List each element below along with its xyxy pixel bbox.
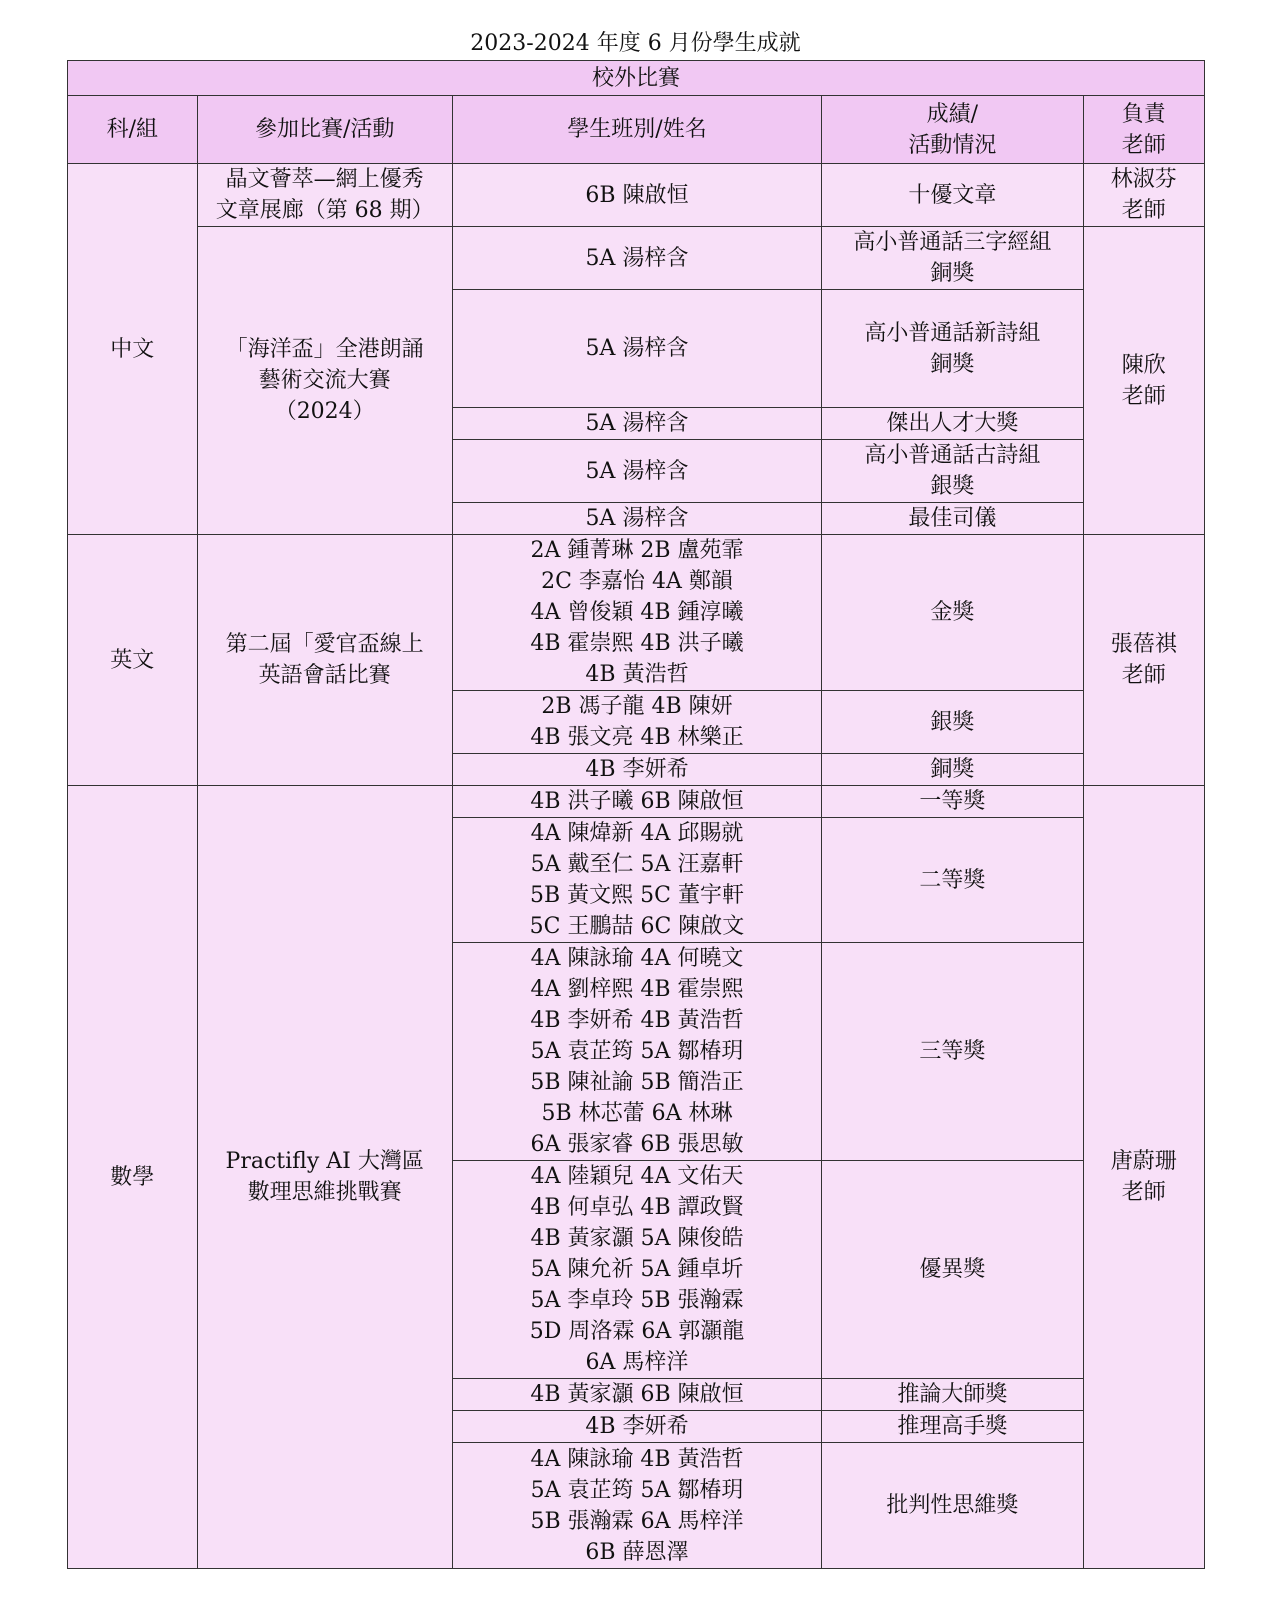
result-cell: 高小普通話新詩組 銅獎 [822, 290, 1083, 408]
students-cell: 4B 洪子曦 6B 陳啟恒 [452, 786, 821, 818]
section-title: 校外比賽 [68, 61, 1205, 96]
document-title: 2023-2024 年度 6 月份學生成就 [470, 31, 801, 56]
teacher-cell: 陳欣 老師 [1083, 227, 1204, 535]
students-cell: 5A 湯梓含 [452, 503, 821, 535]
result-cell: 推論大師獎 [822, 1379, 1083, 1411]
result-cell: 推理高手獎 [822, 1411, 1083, 1443]
subject-math: 數學 [68, 786, 198, 1569]
event-cell: Practifly AI 大灣區 數理思維挑戰賽 [197, 786, 452, 1569]
result-cell: 高小普通話古詩組 銀獎 [822, 440, 1083, 503]
header-students: 學生班別/姓名 [452, 96, 821, 164]
result-cell: 金獎 [822, 535, 1083, 691]
event-cell: 「海洋盃」全港朗誦 藝術交流大賽 （2024） [197, 227, 452, 535]
students-cell: 4A 陳詠瑜 4B 黃浩哲 5A 袁芷筠 5A 鄒椿玥 5B 張瀚霖 6A 馬梓洋 6B 薛恩澤 [452, 1443, 821, 1569]
result-cell: 一等獎 [822, 786, 1083, 818]
students-cell: 2B 馮子龍 4B 陳妍 4B 張文亮 4B 林樂正 [452, 691, 821, 754]
students-cell: 5A 湯梓含 [452, 440, 821, 503]
result-cell: 十優文章 [822, 164, 1083, 227]
result-cell: 三等獎 [822, 943, 1083, 1161]
subject-english: 英文 [68, 535, 198, 786]
students-cell: 5A 湯梓含 [452, 290, 821, 408]
result-cell: 優異獎 [822, 1161, 1083, 1379]
result-cell: 二等獎 [822, 818, 1083, 943]
result-cell: 銀獎 [822, 691, 1083, 754]
header-subject: 科/組 [68, 96, 198, 164]
event-cell: 晶文薈萃—網上優秀 文章展廊（第 68 期） [197, 164, 452, 227]
result-cell: 高小普通話三字經組 銅獎 [822, 227, 1083, 290]
students-cell: 5A 湯梓含 [452, 227, 821, 290]
header-teacher: 負責 老師 [1083, 96, 1204, 164]
header-result: 成績/ 活動情況 [822, 96, 1083, 164]
students-cell: 4A 陳詠瑜 4A 何曉文 4A 劉梓熙 4B 霍崇熙 4B 李妍希 4B 黃浩哲 5A 袁芷筠 5A 鄒椿玥 5B 陳祉諭 5B 簡浩正 5B 林芯蕾 6A 林琳 6A 張家睿 6B 張思敏 [452, 943, 821, 1161]
subject-chinese: 中文 [68, 164, 198, 535]
teacher-cell: 唐蔚珊 老師 [1083, 786, 1204, 1569]
students-cell: 4B 李妍希 [452, 1411, 821, 1443]
result-cell: 傑出人才大獎 [822, 408, 1083, 440]
students-cell: 4B 黃家灝 6B 陳啟恒 [452, 1379, 821, 1411]
event-cell: 第二屆「愛官盃線上 英語會話比賽 [197, 535, 452, 786]
students-cell: 6B 陳啟恒 [452, 164, 821, 227]
students-cell: 4A 陳煒新 4A 邱賜就 5A 戴至仁 5A 汪嘉軒 5B 黃文熙 5C 董宇軒 5C 王鵬喆 6C 陳啟文 [452, 818, 821, 943]
header-event: 參加比賽/活動 [197, 96, 452, 164]
students-cell: 2A 鍾菁琳 2B 盧苑霏 2C 李嘉怡 4A 鄭韻 4A 曾俊穎 4B 鍾淳曦 4B 霍崇熙 4B 洪子曦 4B 黃浩哲 [452, 535, 821, 691]
students-cell: 4A 陸穎兒 4A 文佑天 4B 何卓弘 4B 譚政賢 4B 黃家灝 5A 陳俊皓 5A 陳允祈 5A 鍾卓圻 5A 李卓玲 5B 張瀚霖 5D 周洛霖 6A 郭灝龍 6A 馬梓洋 [452, 1161, 821, 1379]
teacher-cell: 林淑芬 老師 [1083, 164, 1204, 227]
result-cell: 銅獎 [822, 754, 1083, 786]
teacher-cell: 張蓓祺 老師 [1083, 535, 1204, 786]
result-cell: 最佳司儀 [822, 503, 1083, 535]
students-cell: 5A 湯梓含 [452, 408, 821, 440]
result-cell: 批判性思維獎 [822, 1443, 1083, 1569]
students-cell: 4B 李妍希 [452, 754, 821, 786]
achievements-table [67, 60, 1205, 1569]
